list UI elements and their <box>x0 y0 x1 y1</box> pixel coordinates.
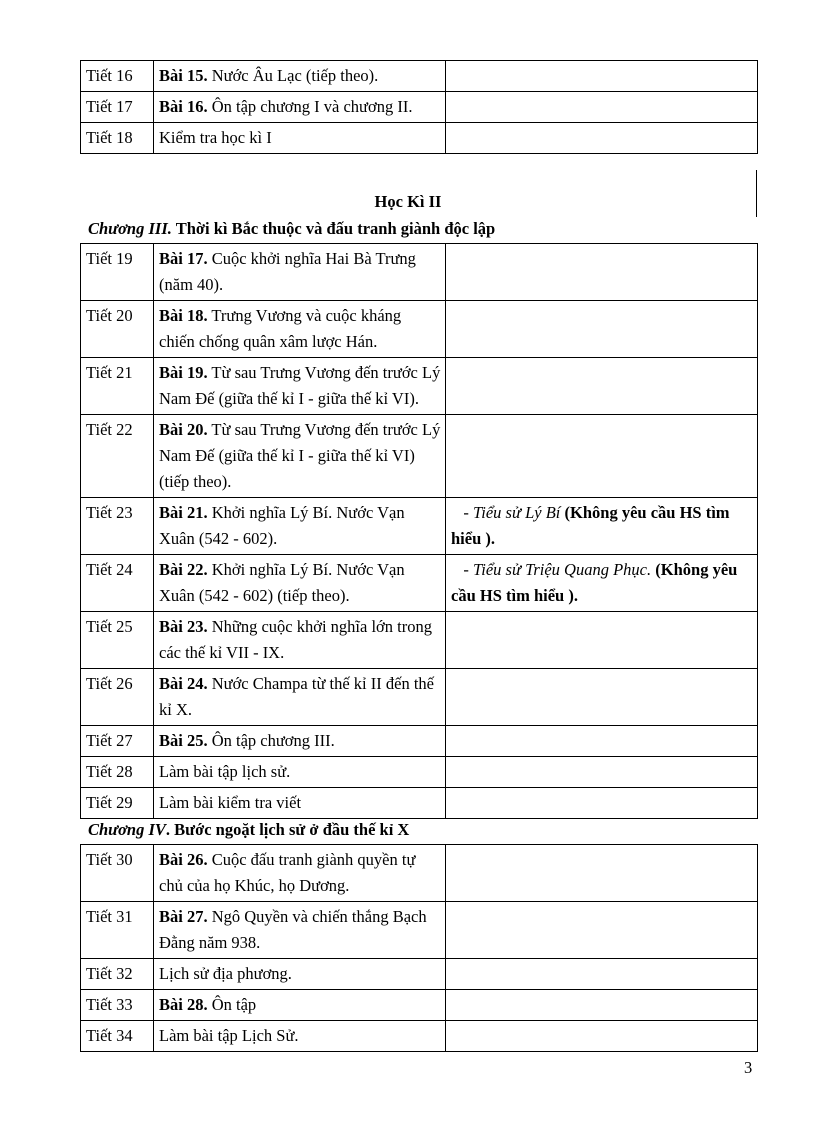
period-cell: Tiết 32 <box>81 959 154 990</box>
lesson-number: Bài 20. <box>159 420 208 439</box>
table-row <box>81 358 758 415</box>
lesson-table-1 <box>80 60 758 154</box>
period-cell: Tiết 28 <box>81 757 154 788</box>
page-number: 3 <box>744 1058 753 1077</box>
table-row <box>81 612 758 669</box>
note-cell <box>446 498 758 555</box>
lesson-title: Lịch sử địa phương. <box>159 964 292 983</box>
lesson-cell <box>154 498 446 555</box>
lesson-title: Làm bài tập Lịch Sử. <box>159 1026 299 1045</box>
period-cell: Tiết 24 <box>81 555 154 612</box>
lesson-title: Ôn tập chương I và chương II. <box>207 97 413 116</box>
lesson-cell <box>154 990 446 1021</box>
note-cell <box>446 555 758 612</box>
lesson-title: Làm bài tập lịch sử. <box>159 762 291 781</box>
chapter-3-title: Thời kì Bắc thuộc và đấu tranh giành độc lập <box>171 219 496 238</box>
note-cell <box>446 358 758 415</box>
lesson-cell <box>154 788 446 819</box>
table-row <box>81 92 758 123</box>
lesson-table-3 <box>80 844 758 1052</box>
period-cell: Tiết 16 <box>81 61 154 92</box>
lesson-number: Bài 28. <box>159 995 208 1014</box>
note-cell <box>446 1021 758 1052</box>
lesson-cell <box>154 959 446 990</box>
note-cell <box>446 902 758 959</box>
note-remark: (Không yêu cầu HS tìm hiểu ). <box>451 560 742 605</box>
period-cell: Tiết 29 <box>81 788 154 819</box>
table-row <box>81 902 758 959</box>
lesson-title: Khởi nghĩa Lý Bí. Nước Vạn Xuân (542 - 602) (tiếp theo). <box>159 560 405 605</box>
table-row <box>81 61 758 92</box>
note-cell <box>446 123 758 154</box>
table-row <box>81 669 758 726</box>
note-cell <box>446 959 758 990</box>
note-cell <box>446 301 758 358</box>
period-cell: Tiết 34 <box>81 1021 154 1052</box>
period-cell: Tiết 17 <box>81 92 154 123</box>
lesson-cell <box>154 92 446 123</box>
period-cell: Tiết 25 <box>81 612 154 669</box>
chapter-4-heading <box>88 820 409 840</box>
table-row <box>81 788 758 819</box>
lesson-number: Bài 23. <box>159 617 208 636</box>
note-cell <box>446 726 758 757</box>
period-cell: Tiết 20 <box>81 301 154 358</box>
period-cell: Tiết 30 <box>81 845 154 902</box>
lesson-title: Kiểm tra học kì I <box>159 128 272 147</box>
period-cell: Tiết 33 <box>81 990 154 1021</box>
lesson-title: Ôn tập <box>207 995 257 1014</box>
lesson-number: Bài 26. <box>159 850 208 869</box>
note-remark: (Không yêu cầu HS tìm hiểu ). <box>451 503 734 548</box>
lesson-cell <box>154 61 446 92</box>
chapter-4-label: Chương IV <box>88 820 166 839</box>
note-cell <box>446 788 758 819</box>
lesson-cell <box>154 123 446 154</box>
table-row <box>81 555 758 612</box>
lesson-title: Cuộc đấu tranh giành quyền tự chủ của họ Khúc, họ Dương. <box>159 850 416 895</box>
period-cell: Tiết 18 <box>81 123 154 154</box>
note-cell <box>446 244 758 301</box>
lesson-number: Bài 15. <box>159 66 208 85</box>
table-row <box>81 990 758 1021</box>
chapter-4-title: . Bước ngoặt lịch sử ở đầu thế kỉ X <box>165 820 410 839</box>
period-cell: Tiết 19 <box>81 244 154 301</box>
table-row <box>81 959 758 990</box>
lesson-cell <box>154 669 446 726</box>
table-row <box>81 415 758 498</box>
lesson-cell <box>154 301 446 358</box>
lesson-cell <box>154 415 446 498</box>
lesson-cell <box>154 757 446 788</box>
lesson-title: Ôn tập chương III. <box>207 731 335 750</box>
lesson-number: Bài 27. <box>159 907 208 926</box>
lesson-number: Bài 18. <box>159 306 208 325</box>
lesson-cell <box>154 902 446 959</box>
note-cell <box>446 92 758 123</box>
table-row <box>81 244 758 301</box>
lesson-cell <box>154 1021 446 1052</box>
period-cell: Tiết 31 <box>81 902 154 959</box>
note-cell <box>446 612 758 669</box>
period-cell: Tiết 23 <box>81 498 154 555</box>
lesson-title: Trưng Vương và cuộc kháng chiến chống quân xâm lược Hán. <box>159 306 402 351</box>
lesson-number: Bài 24. <box>159 674 208 693</box>
table-row <box>81 845 758 902</box>
note-cell <box>446 990 758 1021</box>
chapter-3-heading <box>88 219 495 239</box>
table-row <box>81 123 758 154</box>
note-cell <box>446 845 758 902</box>
lesson-table-2 <box>80 243 758 819</box>
lesson-cell <box>154 726 446 757</box>
table-row <box>81 726 758 757</box>
lesson-number: Bài 21. <box>159 503 208 522</box>
lesson-cell <box>154 845 446 902</box>
lesson-title: Khởi nghĩa Lý Bí. Nước Vạn Xuân (542 - 602). <box>159 503 405 548</box>
period-cell: Tiết 22 <box>81 415 154 498</box>
note-cell <box>446 669 758 726</box>
note-text: - Tiểu sử Triệu Quang Phục. <box>451 560 656 579</box>
note-text: - Tiểu sử Lý Bí <box>451 503 565 522</box>
lesson-title: Từ sau Trưng Vương đến trước Lý Nam Đế (giữa thế kỉ I - giữa thế kỉ VI) (tiếp theo). <box>159 420 441 491</box>
lesson-title: Cuộc khởi nghĩa Hai Bà Trưng (năm 40). <box>159 249 416 294</box>
note-cell <box>446 415 758 498</box>
lesson-title: Những cuộc khởi nghĩa lớn trong các thế kỉ VII - IX. <box>159 617 432 662</box>
note-cell <box>446 757 758 788</box>
lesson-number: Bài 16. <box>159 97 208 116</box>
period-cell: Tiết 21 <box>81 358 154 415</box>
lesson-number: Bài 22. <box>159 560 208 579</box>
lesson-title: Làm bài kiểm tra viết <box>159 793 302 812</box>
lesson-cell <box>154 612 446 669</box>
chapter-3-label: Chương III. <box>88 219 172 238</box>
table-row <box>81 1021 758 1052</box>
lesson-title: Từ sau Trưng Vương đến trước Lý Nam Đế (giữa thế kỉ I - giữa thế kỉ VI). <box>159 363 441 408</box>
lesson-cell <box>154 358 446 415</box>
lesson-number: Bài 25. <box>159 731 208 750</box>
lesson-number: Bài 17. <box>159 249 208 268</box>
lesson-cell <box>154 244 446 301</box>
lesson-cell <box>154 555 446 612</box>
period-cell: Tiết 26 <box>81 669 154 726</box>
lesson-title: Nước Âu Lạc (tiếp theo). <box>207 66 379 85</box>
semester-title: Học Kì II <box>374 192 442 211</box>
table-row <box>81 757 758 788</box>
note-cell <box>446 61 758 92</box>
table-row <box>81 301 758 358</box>
period-cell: Tiết 27 <box>81 726 154 757</box>
lesson-title: Ngô Quyền và chiến thắng Bạch Đằng năm 938. <box>159 907 427 952</box>
lesson-number: Bài 19. <box>159 363 208 382</box>
lesson-title: Nước Champa từ thế kỉ II đến thế kỉ X. <box>159 674 434 719</box>
table-row <box>81 498 758 555</box>
